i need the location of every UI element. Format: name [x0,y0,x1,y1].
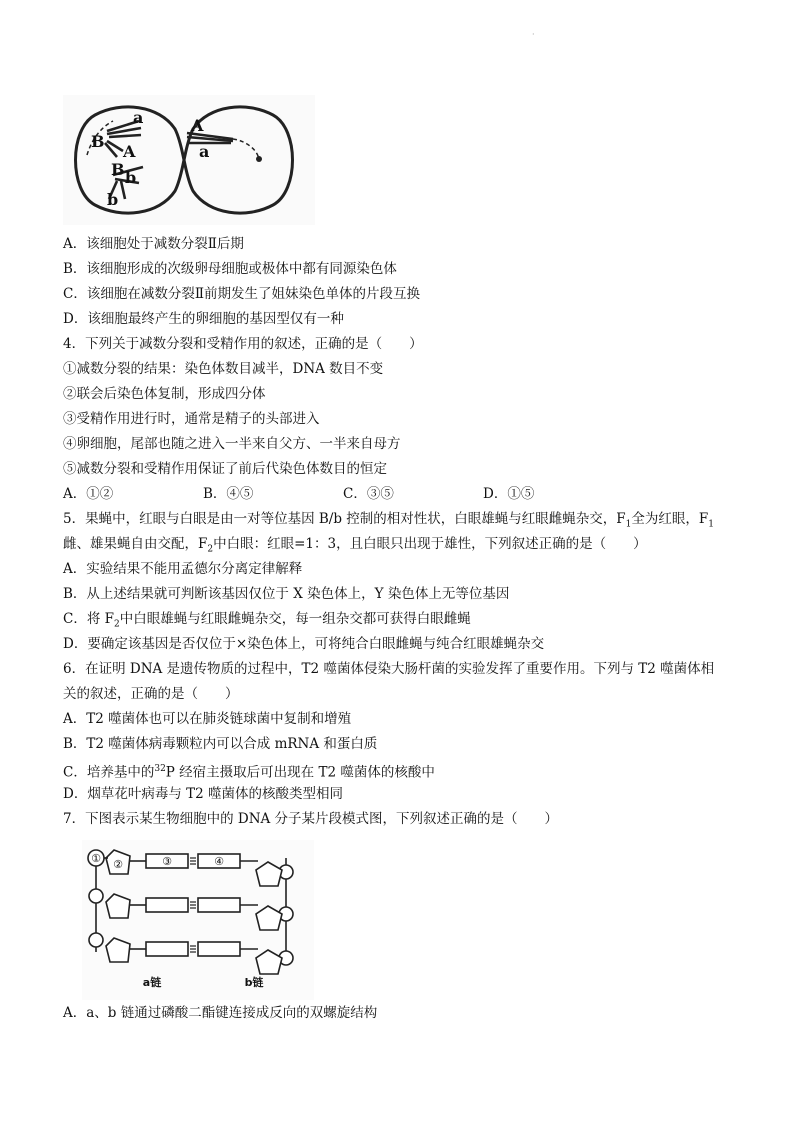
q4-option-b: B．④⑤ [203,486,254,502]
allele-label: B [91,132,105,151]
q4-stem: 4．下列关于减数分裂和受精作用的叙述，正确的是（ ） [63,336,423,352]
q6-option-d: D．烟草花叶病毒与 T2 噬菌体的核酸类型相同 [63,786,343,802]
q4-option-a: A．①② [63,486,114,502]
allele-label: a [133,108,144,127]
q4-item-2: ②联会后染色体复制，形成四分体 [63,386,266,402]
allele-label: A [191,116,204,135]
q6-stem-line1: 6．在证明 DNA 是遗传物质的过程中，T2 噬菌体侵染大肠杆菌的实验发挥了重要作用。下列与 T2 噬菌体相 [63,661,715,677]
q5-option-d: D．要确定该基因是否仅位于×染色体上，可将纯合白眼雌蝇与纯合红眼雄蝇杂交 [63,636,545,652]
base-label: ④ [214,855,224,868]
dna-fragment-figure [82,840,314,1000]
sugar-label: ② [113,858,123,871]
q7-option-a: A．a、b 链通过磷酸二酯键连接成反向的双螺旋结构 [63,1005,378,1021]
base-label: ③ [162,855,172,868]
q4-item-5: ⑤减数分裂和受精作用保证了前后代染色体数目的恒定 [63,461,387,477]
q3-option-a: A．该细胞处于减数分裂Ⅱ后期 [63,236,244,252]
phosphate-label: ① [91,852,101,865]
base-box [198,898,240,912]
q4-option-d: D．①⑤ [483,486,535,502]
q3-option-b: B．该细胞形成的次级卵母细胞或极体中都有同源染色体 [63,261,397,277]
allele-label: A [123,142,136,161]
chain-a-label: a链 [142,976,162,989]
base-box [146,898,188,912]
q3-option-c: C．该细胞在减数分裂Ⅱ前期发生了姐妹染色单体的片段互换 [63,286,421,302]
q3-option-d: D．该细胞最终产生的卵细胞的基因型仅有一种 [63,311,344,327]
q7-stem: 7．下图表示某生物细胞中的 DNA 分子某片段模式图，下列叙述正确的是（ ） [63,811,559,827]
q4-item-3: ③受精作用进行时，通常是精子的头部进入 [63,411,320,427]
allele-label: a [199,142,210,161]
q4-option-c: C．③⑤ [343,486,394,502]
base-box [198,942,240,956]
base-box [146,942,188,956]
q4-item-4: ④卵细胞，尾部也随之进入一半来自父方、一半来自母方 [63,436,401,452]
q6-option-b: B．T2 噬菌体病毒颗粒内可以合成 mRNA 和蛋白质 [63,736,378,752]
centrosome [256,156,262,162]
q6-stem-line2: 关的叙述，正确的是（ ） [63,686,239,702]
q4-item-1: ①减数分裂的结果：染色体数目减半，DNA 数目不变 [63,361,384,377]
q5-option-b: B．从上述结果就可判断该基因仅位于 X 染色体上，Y 染色体上无等位基因 [63,586,510,602]
allele-label: b [125,168,137,187]
q5-stem-line2: 雌、雄果蝇自由交配，$F_2$中白眼：红眼=1：3，且白眼只出现于雄性，下列叙述正确的是（ ） [63,536,647,555]
figure-background [63,95,315,225]
q5-stem-line1: 5．果蝇中，红眼与白眼是由一对等位基因 B/b 控制的相对性状，白眼雄蝇与红眼雌蝇杂交，$F_1$全为红眼，$F_1$ [63,511,714,530]
q6-option-c: C．培养基中的$^{32}$P 经宿主摄取后可出现在 T2 噬菌体的核酸中 [63,764,435,781]
q5-option-a: A．实验结果不能用孟德尔分离定律解释 [63,561,303,577]
q5-option-c: C．将 $F_2$中白眼雄蝇与红眼雌蝇杂交，每一组杂交都可获得白眼雌蝇 [63,611,471,630]
allele-label: B [111,160,125,179]
phosphate-circle [89,889,103,903]
allele-label: b [107,190,119,209]
q6-option-a: A．T2 噬菌体也可以在肺炎链球菌中复制和增殖 [63,711,352,727]
header-mark: · [532,30,535,39]
phosphate-circle [89,933,103,947]
cell-division-figure [63,95,315,225]
chain-b-label: b链 [244,976,264,989]
